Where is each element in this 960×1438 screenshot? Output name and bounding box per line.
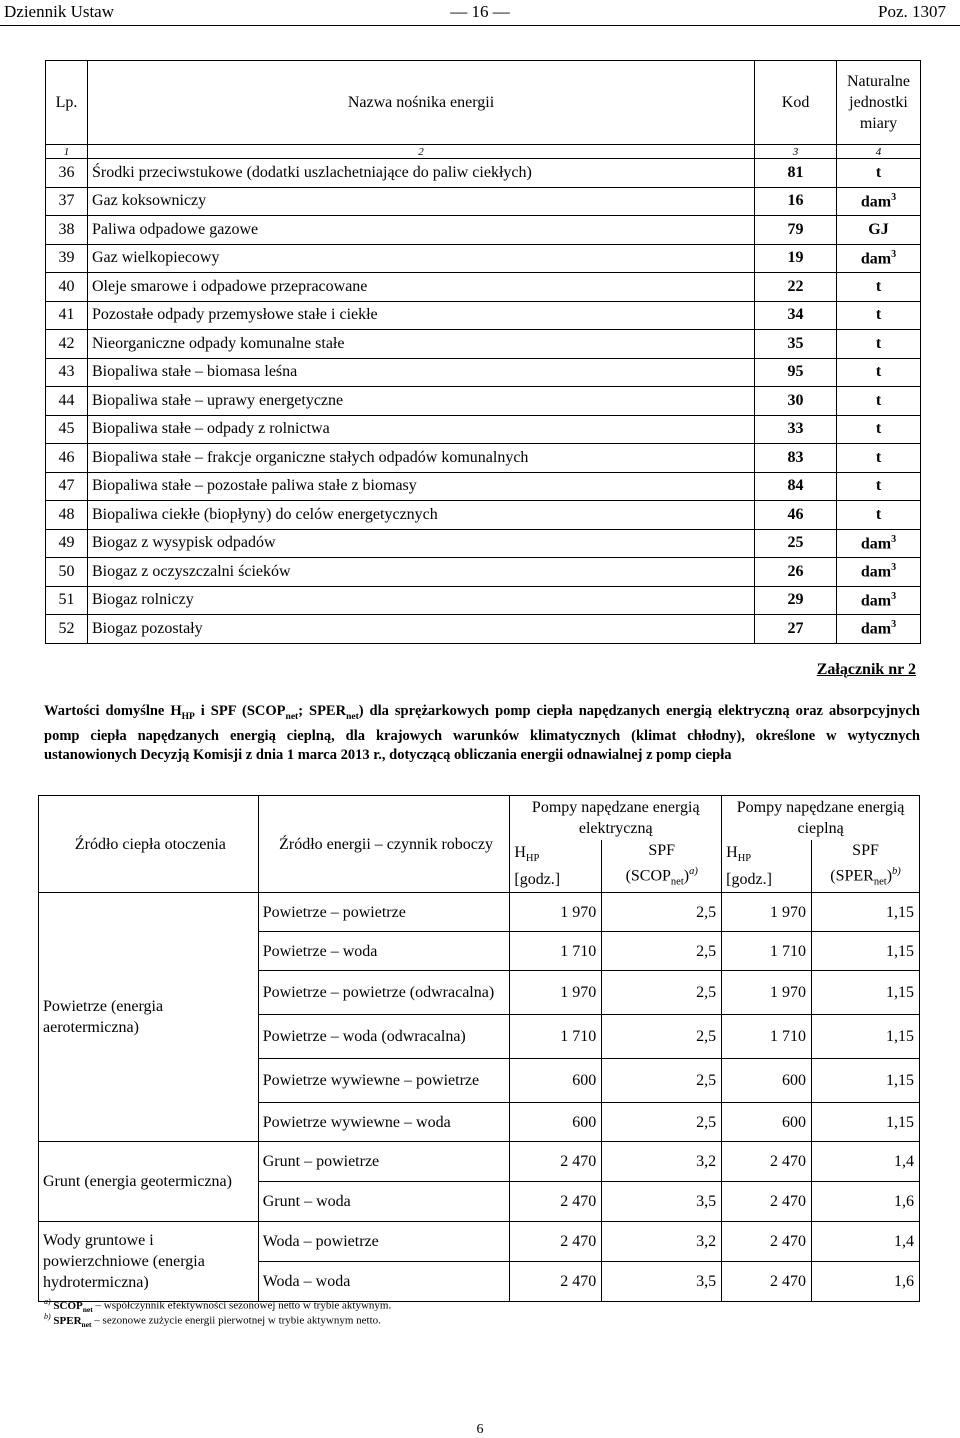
unit-superscript: 3: [891, 619, 897, 631]
table-row: [39, 1142, 920, 1182]
energy-carriers-rows: [46, 159, 921, 644]
lp-cell: 46: [46, 444, 88, 473]
spf-thermal-cell: 1,15: [812, 1103, 920, 1142]
code-cell: 83: [755, 444, 837, 473]
energy-cell: Woda – powietrze: [258, 1222, 510, 1262]
name-cell: Gaz wielkopiecowy: [87, 244, 754, 273]
hhp-thermal-cell: 2 470: [722, 1222, 812, 1262]
spf-electric-cell: 2,5: [602, 893, 722, 932]
source-header: Źródło ciepła otoczenia: [39, 796, 259, 893]
group-air: Powietrze (energia aerotermiczna): [39, 893, 259, 1142]
table-row: [46, 159, 921, 188]
lp-cell: 50: [46, 558, 88, 587]
unit-cell: [837, 387, 921, 416]
code-cell: 29: [755, 586, 837, 615]
unit-text: dam: [860, 620, 892, 638]
unit-text: t: [875, 334, 882, 352]
unit-cell: [837, 358, 921, 387]
name-header: Nazwa nośnika energii: [87, 61, 754, 145]
spf-label: SPF: [852, 841, 879, 859]
table-row: [46, 529, 921, 558]
desc-sub: HP: [181, 711, 195, 722]
hhp-electric-cell: 1 970: [510, 971, 602, 1015]
lp-cell: 43: [46, 358, 88, 387]
unit-header: Naturalne jednostki miary: [837, 61, 921, 145]
energy-cell: Powietrze – powietrze: [258, 893, 510, 932]
code-cell: 95: [755, 358, 837, 387]
table-row: [46, 558, 921, 587]
h-unit: [godz.]: [514, 870, 561, 888]
lp-cell: 39: [46, 244, 88, 273]
spf-thermal-cell: 1,15: [812, 1015, 920, 1059]
col-number: 1: [46, 145, 88, 159]
name-cell: Biogaz pozostały: [87, 615, 754, 644]
h-unit: [godz.]: [726, 870, 772, 888]
lp-cell: 36: [46, 159, 88, 188]
page-header: [0, 0, 960, 26]
lp-cell: 38: [46, 216, 88, 245]
electric-pumps-header: Pompy napędzane energią elektryczną: [510, 796, 722, 840]
journal-title: Dziennik Ustaw: [4, 2, 115, 21]
unit-text: GJ: [868, 220, 889, 238]
table-row: [46, 301, 921, 330]
unit-text: dam: [860, 563, 892, 581]
desc-sub: net: [346, 711, 359, 722]
unit-cell: [837, 244, 921, 273]
unit-text: dam: [860, 591, 892, 609]
footnote-term: SPER: [53, 1314, 82, 1327]
code-header: Kod: [755, 61, 837, 145]
name-cell: Biogaz rolniczy: [87, 586, 754, 615]
code-cell: 79: [755, 216, 837, 245]
unit-cell: [837, 330, 921, 359]
unit-text: t: [875, 391, 882, 409]
name-cell: Biogaz z wysypisk odpadów: [87, 529, 754, 558]
unit-cell: [837, 558, 921, 587]
heat-pump-table: [38, 795, 920, 1302]
hhp-thermal-cell: 2 470: [722, 1142, 812, 1182]
hhp-electric-cell: 1 970: [510, 893, 602, 932]
unit-cell: [837, 273, 921, 302]
table-row: [46, 330, 921, 359]
unit-superscript: 3: [891, 562, 897, 574]
code-cell: 33: [755, 415, 837, 444]
desc-text: ) dla sprężarkowych pomp ciepła napędzanych energią elektryczną oraz absorpcyjnych pomp ciepła napędzanych energią cieplną, dla krajowych warunków klimatycznych (klimat chłodny), określone w wytycznych ustanowionych Decyzją Komisji z dnia 1 marca 2013 r., dotyczącą obliczania energii odnawialnej z pomp ciepła: [44, 703, 920, 763]
unit-cell: [837, 472, 921, 501]
table-row: [39, 1222, 920, 1262]
spf-electric-cell: 3,5: [602, 1182, 722, 1222]
hhp-thermal-cell: 600: [722, 1103, 812, 1142]
h-sub: HP: [737, 852, 752, 864]
lp-cell: 40: [46, 273, 88, 302]
spf-thermal-cell: 1,15: [812, 932, 920, 971]
table-row: [46, 273, 921, 302]
footnote-b: [44, 1310, 381, 1332]
spf-electric-cell: 2,5: [602, 1015, 722, 1059]
unit-text: t: [875, 277, 882, 295]
spf-thermal-cell: 1,15: [812, 971, 920, 1015]
hhp-thermal-cell: 600: [722, 1059, 812, 1103]
spf-electric-cell: 2,5: [602, 971, 722, 1015]
unit-text: dam: [860, 192, 892, 210]
col-number: 2: [87, 145, 754, 159]
code-cell: 22: [755, 273, 837, 302]
page-number: 6: [476, 1422, 484, 1437]
code-cell: 16: [755, 187, 837, 216]
hhp-thermal-cell: 1 970: [722, 893, 812, 932]
h-symbol: H: [514, 843, 526, 861]
unit-cell: [837, 529, 921, 558]
heat-pump-header-row: [39, 796, 920, 840]
footnote-mark: b): [44, 1312, 51, 1321]
spf-thermal-cell: 1,6: [812, 1262, 920, 1302]
table-row: [46, 187, 921, 216]
spf-header-electric: [602, 840, 722, 893]
unit-text: t: [875, 420, 882, 438]
energy-cell: Powietrze wywiewne – woda: [258, 1103, 510, 1142]
name-cell: Oleje smarowe i odpadowe przepracowane: [87, 273, 754, 302]
unit-text: dam: [860, 534, 892, 552]
code-cell: 19: [755, 244, 837, 273]
hhp-header-thermal: [722, 840, 812, 893]
footnote-term-sub: net: [82, 1304, 93, 1314]
table-row: [46, 444, 921, 473]
hhp-electric-cell: 2 470: [510, 1222, 602, 1262]
name-cell: Pozostałe odpady przemysłowe stałe i ciekłe: [87, 301, 754, 330]
name-cell: Paliwa odpadowe gazowe: [87, 216, 754, 245]
spf-electric-cell: 3,2: [602, 1222, 722, 1262]
header-rule: [0, 25, 960, 26]
name-cell: Biopaliwa stałe – frakcje organiczne stałych odpadów komunalnych: [87, 444, 754, 473]
unit-cell: [837, 187, 921, 216]
spf-electric-cell: 3,2: [602, 1142, 722, 1182]
energy-cell: Powietrze – woda (odwracalna): [258, 1015, 510, 1059]
hhp-electric-cell: 1 710: [510, 1015, 602, 1059]
page-indicator: — 16 —: [450, 2, 510, 21]
unit-text: t: [875, 306, 882, 324]
sper-close: ): [886, 866, 893, 884]
table-row: [46, 472, 921, 501]
hhp-thermal-cell: 1 710: [722, 932, 812, 971]
footnote-mark: a): [44, 1297, 51, 1306]
table-row: [46, 615, 921, 644]
spf-electric-cell: 2,5: [602, 932, 722, 971]
desc-sub: net: [285, 711, 299, 722]
name-cell: Biopaliwa stałe – pozostałe paliwa stałe z biomasy: [87, 472, 754, 501]
hhp-electric-cell: 600: [510, 1103, 602, 1142]
lp-cell: 41: [46, 301, 88, 330]
name-cell: Biopaliwa ciekłe (biopłyny) do celów energetycznych: [87, 501, 754, 530]
table-header-row: [46, 61, 921, 145]
sper-sub: net: [873, 876, 887, 888]
lp-cell: 47: [46, 472, 88, 501]
spf-thermal-cell: 1,6: [812, 1182, 920, 1222]
position-number: Poz. 1307: [878, 2, 946, 21]
unit-cell: [837, 501, 921, 530]
energy-cell: Powietrze wywiewne – powietrze: [258, 1059, 510, 1103]
unit-cell: [837, 216, 921, 245]
code-cell: 35: [755, 330, 837, 359]
hhp-electric-cell: 1 710: [510, 932, 602, 971]
lp-cell: 52: [46, 615, 88, 644]
hhp-electric-cell: 600: [510, 1059, 602, 1103]
table-row: [46, 244, 921, 273]
energy-cell: Powietrze – woda: [258, 932, 510, 971]
spf-thermal-cell: 1,15: [812, 1059, 920, 1103]
spf-thermal-cell: 1,4: [812, 1142, 920, 1182]
unit-cell: [837, 159, 921, 188]
unit-superscript: 3: [891, 248, 897, 260]
energy-cell: Woda – woda: [258, 1262, 510, 1302]
code-cell: 25: [755, 529, 837, 558]
energy-header: Źródło energii – czynnik roboczy: [258, 796, 510, 893]
energy-cell: Grunt – powietrze: [258, 1142, 510, 1182]
unit-cell: [837, 301, 921, 330]
energy-cell: Grunt – woda: [258, 1182, 510, 1222]
table-row: [46, 358, 921, 387]
h-symbol: H: [726, 843, 738, 861]
table-row: [46, 387, 921, 416]
footnote-mark-a: a): [689, 865, 698, 877]
name-cell: Środki przeciwstukowe (dodatki uszlachetniające do paliw ciekłych): [87, 159, 754, 188]
lp-cell: 51: [46, 586, 88, 615]
unit-cell: [837, 615, 921, 644]
hhp-thermal-cell: 2 470: [722, 1262, 812, 1302]
table-row: [46, 586, 921, 615]
code-cell: 26: [755, 558, 837, 587]
col-number: 4: [837, 145, 921, 159]
thermal-pumps-header: Pompy napędzane energią cieplną: [722, 796, 920, 840]
code-cell: 84: [755, 472, 837, 501]
footnote-term-sub: net: [81, 1319, 92, 1329]
unit-text: dam: [860, 249, 892, 267]
code-cell: 81: [755, 159, 837, 188]
spf-thermal-cell: 1,15: [812, 893, 920, 932]
unit-cell: [837, 415, 921, 444]
footnote-text: – sezonowe zużycie energii pierwotnej w trybie aktywnym netto.: [91, 1314, 381, 1327]
code-cell: 30: [755, 387, 837, 416]
scop-label: (SCOP: [625, 866, 671, 884]
code-cell: 46: [755, 501, 837, 530]
hhp-thermal-cell: 1 710: [722, 1015, 812, 1059]
spf-electric-cell: 2,5: [602, 1059, 722, 1103]
annex-description: [44, 702, 920, 765]
h-sub: HP: [525, 852, 540, 864]
lp-cell: 42: [46, 330, 88, 359]
hhp-thermal-cell: 1 970: [722, 971, 812, 1015]
table-row: [46, 216, 921, 245]
footnote-text: – współczynnik efektywności sezonowej netto w trybie aktywnym.: [92, 1299, 392, 1312]
unit-superscript: 3: [891, 191, 897, 203]
sper-label: (SPER: [830, 866, 874, 884]
unit-cell: [837, 444, 921, 473]
name-cell: Biopaliwa stałe – uprawy energetyczne: [87, 387, 754, 416]
lp-cell: 49: [46, 529, 88, 558]
scop-sub: net: [670, 876, 684, 888]
column-number-row: [46, 145, 921, 159]
spf-thermal-cell: 1,4: [812, 1222, 920, 1262]
hhp-thermal-cell: 2 470: [722, 1182, 812, 1222]
energy-carriers-table: [45, 60, 921, 644]
spf-electric-cell: 2,5: [602, 1103, 722, 1142]
group-ground: Grunt (energia geotermiczna): [39, 1142, 259, 1222]
desc-text: i SPF (SCOP: [194, 703, 286, 719]
unit-superscript: 3: [891, 590, 897, 602]
unit-superscript: 3: [891, 533, 897, 545]
code-cell: 34: [755, 301, 837, 330]
unit-text: t: [875, 448, 882, 466]
table-row: [46, 415, 921, 444]
lp-header: Lp.: [46, 61, 88, 145]
lp-cell: 48: [46, 501, 88, 530]
group-water: Wody gruntowe i powierzchniowe (energia hydrotermiczna): [39, 1222, 259, 1302]
col-number: 3: [755, 145, 837, 159]
name-cell: Nieorganiczne odpady komunalne stałe: [87, 330, 754, 359]
scop-close: ): [683, 866, 690, 884]
annex-title: Załącznik nr 2: [816, 661, 916, 678]
hhp-electric-cell: 2 470: [510, 1182, 602, 1222]
footnote-mark-b: b): [892, 865, 901, 877]
code-cell: 27: [755, 615, 837, 644]
hhp-electric-cell: 2 470: [510, 1142, 602, 1182]
hhp-header-electric: [510, 840, 602, 893]
spf-electric-cell: 3,5: [602, 1262, 722, 1302]
unit-text: t: [875, 477, 882, 495]
table-row: [46, 501, 921, 530]
name-cell: Gaz koksowniczy: [87, 187, 754, 216]
unit-text: t: [875, 505, 882, 523]
spf-label: SPF: [648, 841, 676, 859]
name-cell: Biopaliwa stałe – biomasa leśna: [87, 358, 754, 387]
desc-text: ; SPER: [298, 703, 347, 719]
spf-header-thermal: [812, 840, 920, 893]
footnote-term: SCOP: [53, 1299, 83, 1312]
lp-cell: 45: [46, 415, 88, 444]
unit-text: t: [875, 163, 882, 181]
name-cell: Biogaz z oczyszczalni ścieków: [87, 558, 754, 587]
hhp-electric-cell: 2 470: [510, 1262, 602, 1302]
energy-cell: Powietrze – powietrze (odwracalna): [258, 971, 510, 1015]
lp-cell: 44: [46, 387, 88, 416]
table-row: [39, 893, 920, 932]
desc-text: Wartości domyślne H: [44, 703, 182, 719]
lp-cell: 37: [46, 187, 88, 216]
unit-cell: [837, 586, 921, 615]
unit-text: t: [875, 363, 882, 381]
name-cell: Biopaliwa stałe – odpady z rolnictwa: [87, 415, 754, 444]
